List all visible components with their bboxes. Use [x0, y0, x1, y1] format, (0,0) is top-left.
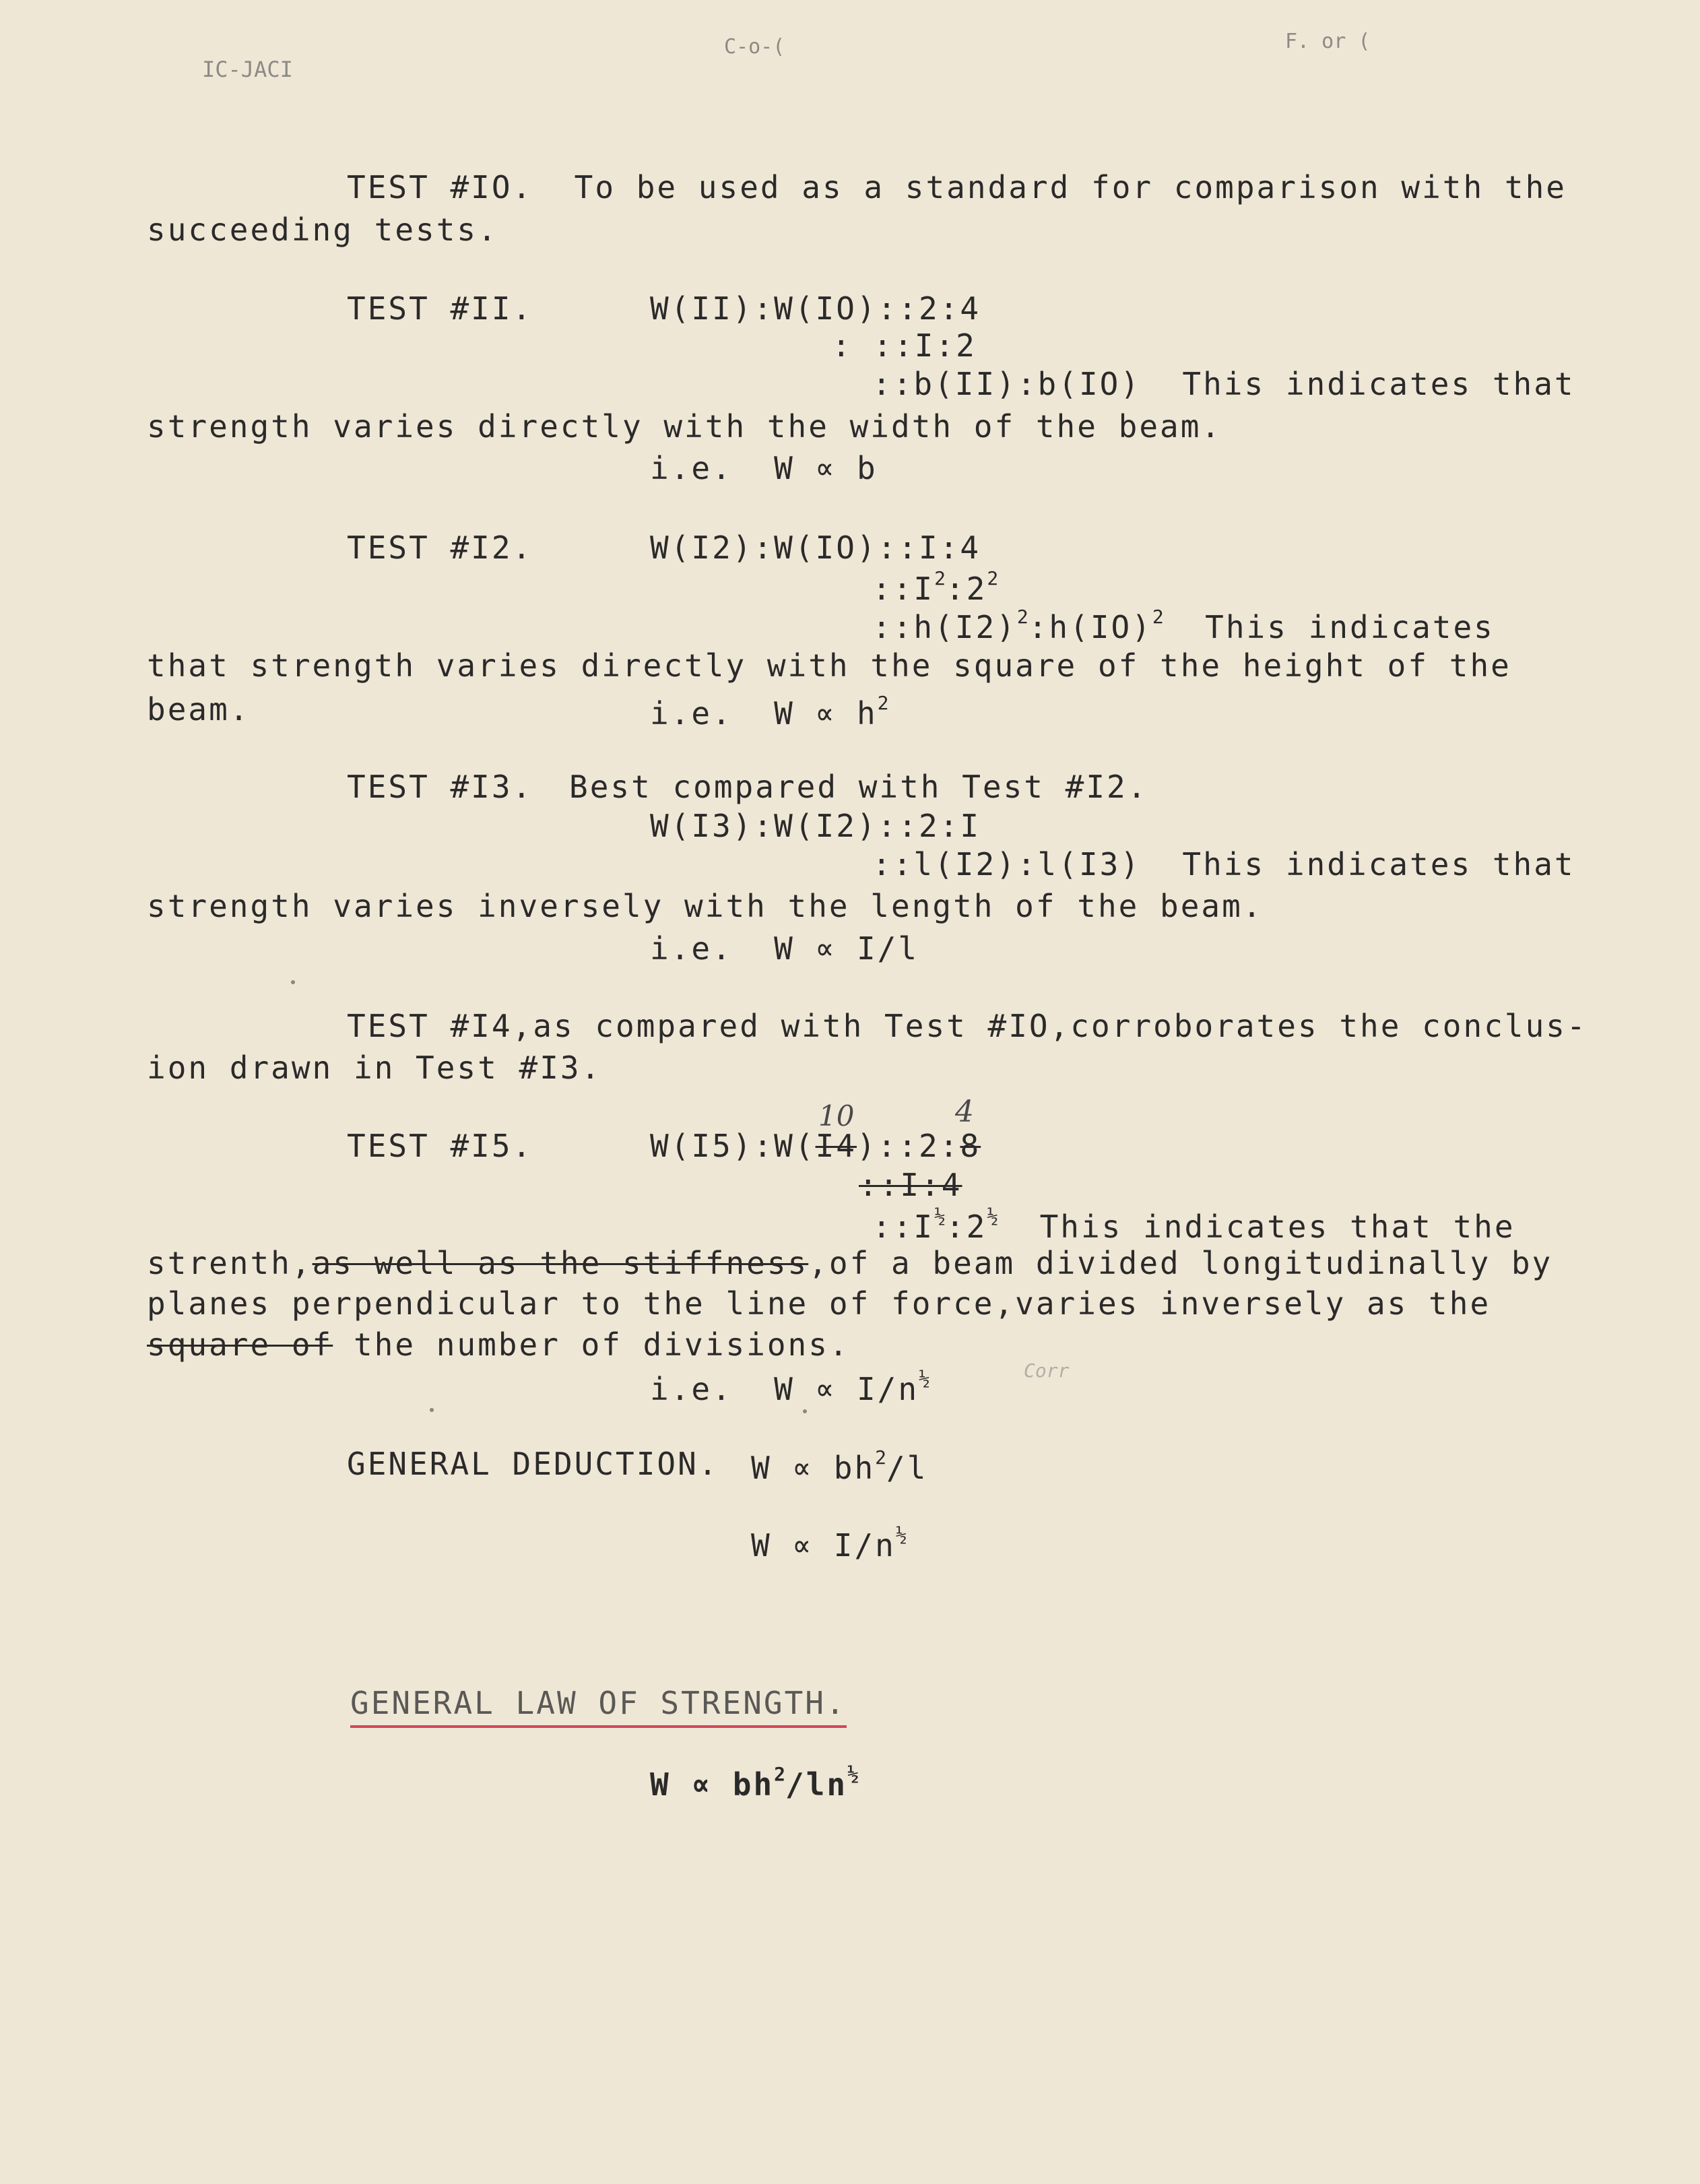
law-equation: $W \propto bh^2/\ln^{\frac{1}{2}}$	[650, 1763, 859, 1803]
test11-label: TEST #II.	[347, 290, 533, 327]
test12-ie: i.e. $W \propto h^2$	[650, 692, 889, 732]
test14-line1: TEST #I4,as compared with Test #IO,corroborates the conclus-	[347, 1008, 1588, 1044]
test11-eq3: ::b(II):b(IO) This indicates that	[872, 366, 1575, 402]
test12-line2: that strength varies directly with the square of the height of the	[147, 647, 1511, 684]
test15-eq1: W(I5):W(I4)::2:8	[650, 1128, 981, 1164]
stray-dot	[430, 1408, 434, 1412]
test15-line4: square of the number of divisions.	[147, 1326, 850, 1363]
test15-label: TEST #I5.	[347, 1128, 533, 1164]
test13-ie: i.e. W ∝ I/l	[650, 930, 919, 967]
test11-eq1: W(II):W(IO)::2:4	[650, 290, 981, 327]
stray-dot	[291, 980, 295, 984]
test13-line2: strength varies inversely with the length of the beam.	[147, 888, 1264, 924]
test15-ie: i.e. $W \propto I/n^{\frac{1}{2}}$	[650, 1368, 930, 1407]
deduction-label: GENERAL DEDUCTION.	[347, 1446, 719, 1482]
test11-eq2: : ::I:2	[832, 327, 977, 364]
faint-pencil-note: Corr	[1024, 1359, 1070, 1382]
top-center-mark: C-o-(	[724, 35, 797, 59]
test15-eq3: $::I^{\frac{1}{2}}:2^{\frac{1}{2}}$ This indicates that the	[872, 1205, 1515, 1245]
test10-line2: succeeding tests.	[147, 212, 498, 248]
test12-eq2: $::I^2:2^2$	[872, 567, 999, 607]
deduction-eq1: $W \propto bh^2/l$	[751, 1446, 928, 1486]
test10-line1: TEST #IO. To be used as a standard for comparison with the	[347, 169, 1567, 205]
test12-eq3: $::h(I2)^2:h(IO)^2$ This indicates	[872, 606, 1495, 645]
test15-eq2-struck: ::I:4	[859, 1167, 962, 1203]
test12-eq1: W(I2):W(IO)::I:4	[650, 529, 981, 566]
top-left-mark: IC-JACI	[202, 57, 293, 82]
stray-dot	[803, 1409, 807, 1413]
test11-ie: i.e. W ∝ b	[650, 450, 878, 486]
deduction-eq2: $W \propto I/n^{\frac{1}{2}}$	[751, 1524, 907, 1564]
test15-line2: strenth,as well as the stiffness,of a beam divided longitudinally by	[147, 1245, 1553, 1281]
test13-eq2: ::l(I2):l(I3) This indicates that	[872, 846, 1575, 882]
test12-label: TEST #I2.	[347, 529, 533, 566]
law-title: GENERAL LAW OF STRENGTH.	[350, 1688, 847, 1719]
handwritten-10: 10	[818, 1099, 855, 1132]
test15-line3: planes perpendicular to the line of force,varies inversely as the	[147, 1285, 1491, 1322]
handwritten-4: 4	[955, 1095, 974, 1129]
test11-line2: strength varies directly with the width of the beam.	[147, 408, 1222, 445]
test13-text: Best compared with Test #I2.	[569, 769, 1148, 805]
top-right-mark: F. or (	[1285, 30, 1383, 53]
test13-label: TEST #I3.	[347, 769, 533, 805]
test12-line3: beam.	[147, 691, 251, 728]
test13-eq1: W(I3):W(I2)::2:I	[650, 808, 981, 844]
test14-line2: ion drawn in Test #I3.	[147, 1050, 602, 1086]
